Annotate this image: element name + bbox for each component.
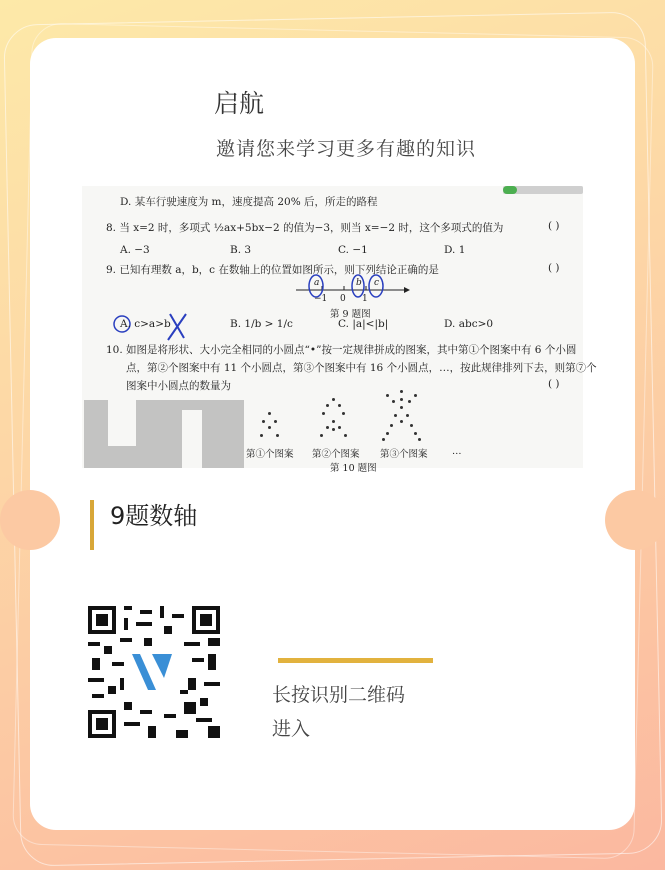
question-10-paren: ( )	[548, 378, 560, 390]
figure-9-caption: 第 9 题图	[330, 309, 371, 320]
axis-label-0: 0	[340, 294, 346, 304]
watermark-graphic	[84, 400, 244, 468]
qr-divider	[278, 658, 433, 663]
question-10-line2: 点，第②个图案中有 11 个小圆点，第③个图案中有 16 个小圆点，…，按此规律排列下去，则第⑦个	[126, 362, 597, 374]
pattern-label-ellipsis: …	[452, 446, 462, 457]
q8-option-d: D. 1	[444, 244, 466, 256]
q9-option-b: B. 1/b > 1/c	[230, 318, 293, 330]
question-10-line3: 图案中小圆点的数量为	[126, 380, 231, 392]
dot-pattern-2	[318, 398, 350, 442]
pattern-label-3: 第③个图案	[380, 449, 428, 460]
section-heading: 9题数轴	[110, 502, 198, 530]
qr-hint-line2: 进入	[272, 718, 311, 740]
axis-label-1: 1	[362, 294, 368, 304]
q8-option-a: A. −3	[120, 244, 150, 256]
question-9-paren: ( )	[548, 262, 560, 274]
page-title: 启航	[214, 89, 265, 118]
dot-pattern-1	[258, 412, 282, 442]
watermark-tag	[503, 186, 583, 194]
axis-label-neg1: −1	[314, 294, 328, 304]
card-notch-left	[0, 490, 60, 550]
question-8-stem: 8. 当 x=2 时，多项式 ½ax+5bx−2 的值为−3，则当 x=−2 时，这个多项式的值为	[106, 222, 504, 234]
question-8-paren: ( )	[548, 220, 560, 232]
qr-code[interactable]	[88, 606, 220, 738]
axis-label-c: c	[374, 278, 380, 288]
content-card	[30, 38, 635, 830]
axis-label-a: a	[314, 278, 320, 288]
q8-option-b: B. 3	[230, 244, 252, 256]
q9-option-d: D. abc>0	[444, 318, 494, 330]
pattern-label-1: 第①个图案	[246, 449, 294, 460]
question-10-line1: 10. 如图是将形状、大小完全相同的小圆点“•”按一定规律拼成的图案，其中第①个图案中有 6 个小圆	[106, 344, 577, 356]
option-d-line: D. 某车行驶速度为 m，速度提高 20% 后，所走的路程	[120, 196, 378, 208]
page-subtitle: 邀请您来学习更多有趣的知识	[216, 138, 477, 160]
axis-label-b: b	[356, 278, 362, 288]
dot-pattern-3	[382, 390, 422, 442]
exam-photo[interactable]	[82, 186, 597, 474]
q9-option-a: A. c>a>b	[120, 318, 171, 330]
qr-hint-line1: 长按识别二维码	[272, 684, 406, 706]
heading-accent-bar	[90, 500, 94, 550]
q9-option-c: C. |a|<|b|	[338, 318, 389, 330]
figure-10-caption: 第 10 题图	[330, 463, 377, 474]
question-9-stem: 9. 已知有理数 a，b，c 在数轴上的位置如图所示，则下列结论正确的是	[106, 264, 439, 276]
pattern-label-2: 第②个图案	[312, 449, 360, 460]
q8-option-c: C. −1	[338, 244, 368, 256]
card-notch-right	[605, 490, 665, 550]
qr-hint-text	[272, 678, 472, 746]
